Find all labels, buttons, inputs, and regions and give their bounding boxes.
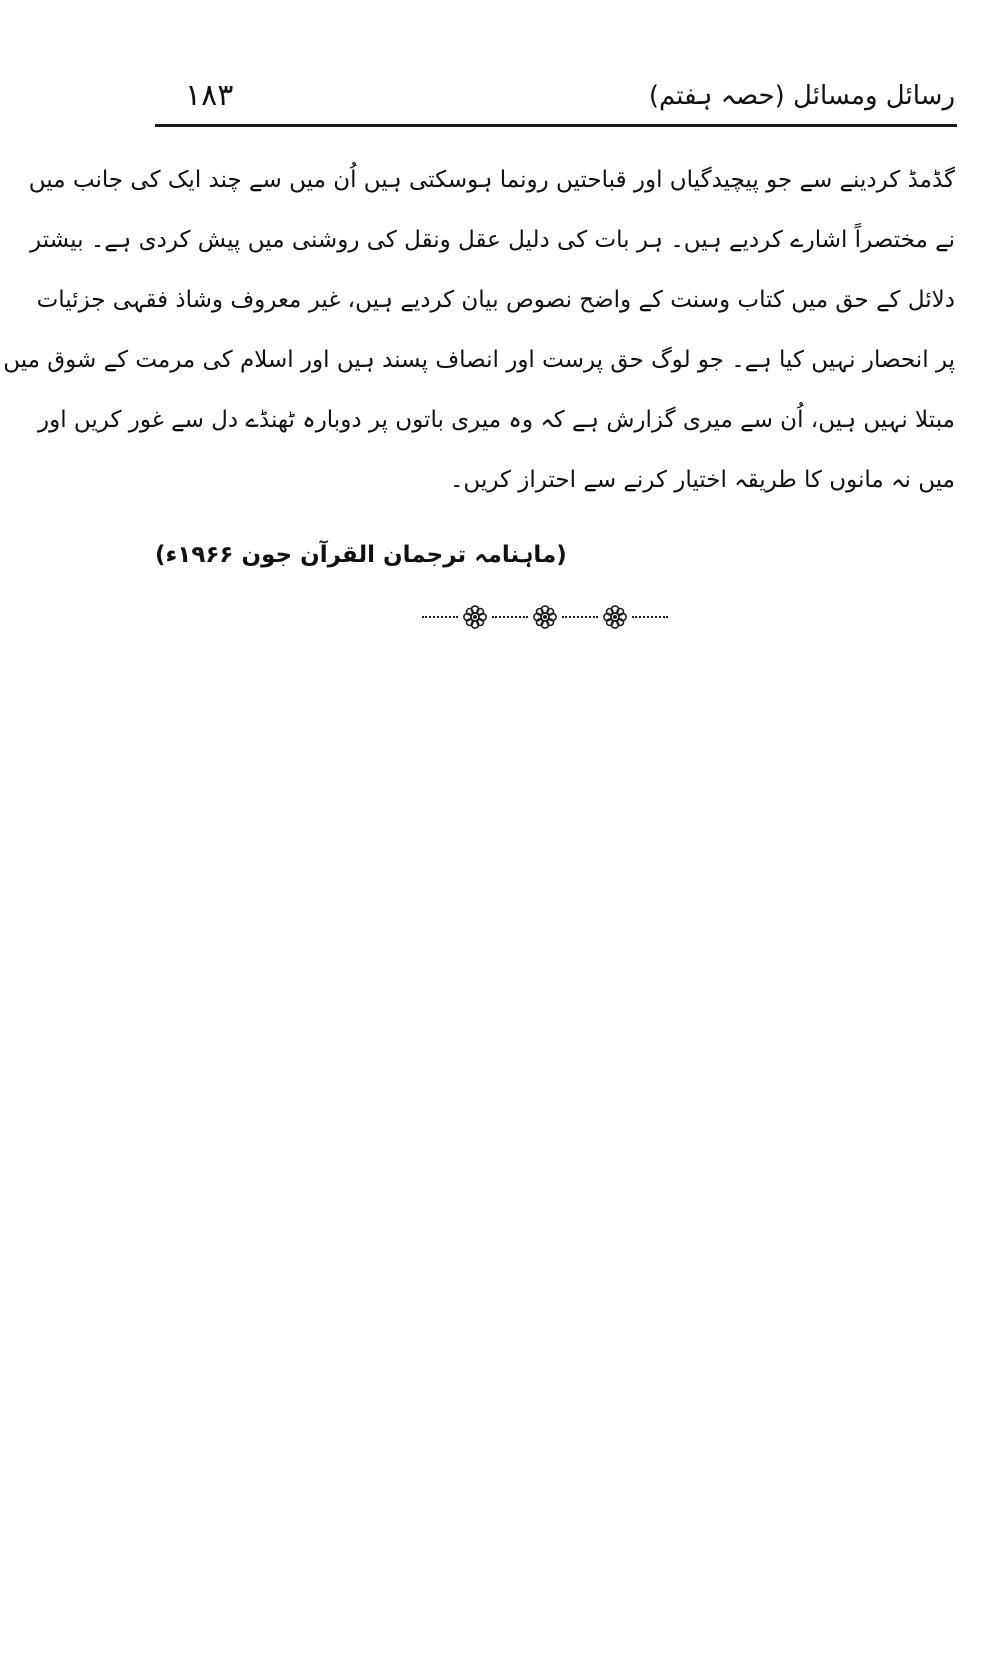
dotted-leader [422,616,458,618]
dotted-leader [492,616,528,618]
body-paragraph [3,150,955,510]
text-line: گڈمڈ کردینے سے جو پیچیدگیاں اور قباحتیں رونما ہوسکتی ہیں اُن میں سے چند ایک کی جانب میں [28,167,955,193]
running-title: رسائل ومسائل (حصہ ہفتم) [648,81,955,111]
header-divider [155,124,957,127]
text-line: نے مختصراً اشارے کردیے ہیں۔ ہر بات کی دلیل عقل ونقل کی روشنی میں پیش کردی ہے۔ بیشتر [30,227,955,253]
flower-ornament-icon [461,603,489,631]
text-line: دلائل کے حق میں کتاب وسنت کے واضح نصوص بیان کردیے ہیں، غیر معروف وشاذ فقہی جزئیات [36,287,955,313]
flower-ornament-icon [531,603,559,631]
text-line: پر انحصار نہیں کیا ہے۔ جو لوگ حق پرست اور انصاف پسند ہیں اور اسلام کی مرمت کے شوق میں [3,347,955,373]
page-number: ۱۸۳ [185,78,234,113]
page-header [155,76,955,126]
text-line: مبتلا نہیں ہیں، اُن سے میری گزارش ہے کہ وہ میری باتوں پر دوبارہ ٹھنڈے دل سے غور کریں اور [37,407,955,433]
section-end-ornament [405,602,685,632]
text-line: میں نہ مانوں کا طریقہ اختیار کرنے سے احتراز کریں۔ [449,467,955,493]
dotted-leader [632,616,668,618]
flower-ornament-icon [601,603,629,631]
source-citation: (ماہنامہ ترجمان القرآن جون ۱۹۶۶ء) [155,542,567,568]
dotted-leader [562,616,598,618]
